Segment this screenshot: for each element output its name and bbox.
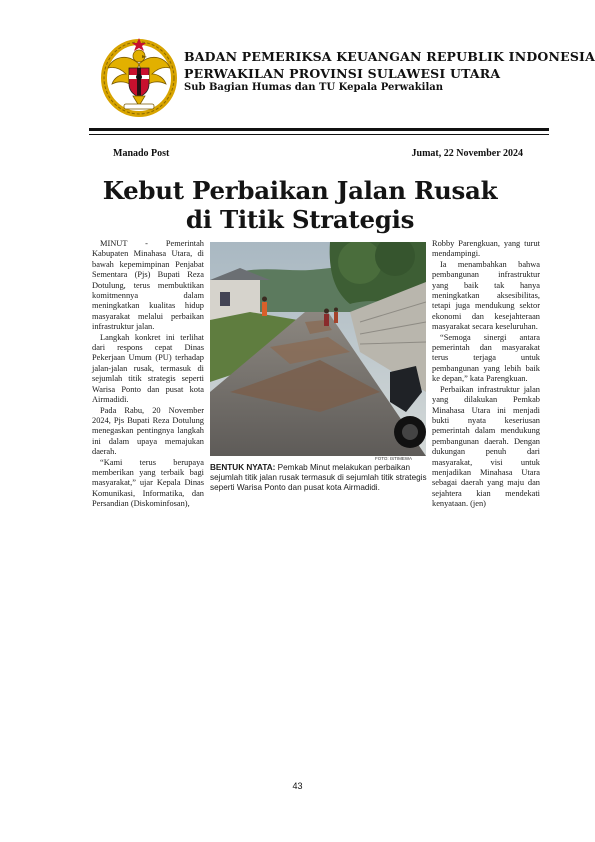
garuda-emblem-icon: [100, 34, 178, 118]
header-rule-thin: [89, 134, 549, 135]
caption-label: BENTUK NYATA:: [210, 463, 276, 472]
paragraph: “Kami terus berupaya memberikan yang terbaik bagi masyarakat,” ujar Kepala Dinas Komunikasi, Informatika, dan Persandian (Diskominfosan),: [92, 457, 204, 509]
page-number: 43: [292, 781, 303, 791]
paragraph: Robby Parengkuan, yang turut mendampingi.: [432, 239, 540, 259]
paragraph: MINUT - Pemerintah Kabupaten Minahasa Utara, di bawah kepemimpinan Penjabat Sementara (Pjs) Bupati Reza Dotulung, terus membuktikan komitmennya dalam meningkatkan kualitas hidup masyarakat melalui perbaikan infrastruktur jalan.: [92, 239, 204, 332]
paragraph: Ia menambahkan bahwa pembangunan infrastruktur yang baik tak hanya meningkatkan aksesibilitas, tetapi juga mendukung sektor ekonomi dan kesejahteraan masyarakat secara keseluruhan.: [432, 259, 540, 332]
article-photo: [210, 242, 426, 456]
header-rule-thick: [89, 128, 549, 131]
caption-text: Pemkab Minut melakukan perbaikan sejumlah titik jalan rusak termasuk di sejumlah titik strategis seperti Warisa Ponto dan pusat kota Airmadidi.: [210, 463, 427, 492]
sub-division-name: Sub Bagian Humas dan TU Kepala Perwakilan: [184, 82, 443, 93]
paragraph: Perbaikan infrastruktur jalan yang dilakukan Pemkab Minahasa Utara ini menjadi bukti nyata keseriusan pemerintah dalam mendukung pembangunan daerah. Dengan dukungan penuh dari masyarakat, visi untuk menjadikan Minahasa Utara sebagai daerah yang maju dan sejahtera kian mendekati kenyataan. (jen): [432, 384, 540, 509]
article-column-right: [432, 239, 540, 510]
article-headline: [100, 176, 500, 234]
agency-name: BADAN PEMERIKSA KEUANGAN REPUBLIK INDONESIA: [184, 49, 595, 64]
office-name: PERWAKILAN PROVINSI SULAWESI UTARA: [184, 66, 501, 81]
newspaper-source: Manado Post: [113, 148, 170, 159]
paragraph: Pada Rabu, 20 November 2024, Pjs Bupati Reza Dotulung menegaskan pentingnya langkah ini dalam upaya memajukan daerah.: [92, 405, 204, 457]
photo-caption: [210, 463, 427, 493]
article-column-left: [92, 239, 204, 510]
headline-line-1: Kebut Perbaikan Jalan Rusak: [102, 176, 498, 205]
headline-line-2: di Titik Strategis: [185, 205, 415, 234]
paragraph: “Semoga sinergi antara pemerintah dan masyarakat terus terjaga untuk pembangunan yang lebih baik ke depan,” kata Parengkuan.: [432, 332, 540, 384]
photo-credit: FOTO: ISTIMEWA: [375, 456, 412, 461]
publication-date: Jumat, 22 November 2024: [411, 148, 523, 159]
paragraph: Langkah konkret ini terlihat dari respons cepat Dinas Pekerjaan Umum (PU) terhadap jalan-jalan rusak, termasuk di sejumlah titik strategis seperti Warisa Ponto dan pusat kota Airmadidi.: [92, 332, 204, 405]
